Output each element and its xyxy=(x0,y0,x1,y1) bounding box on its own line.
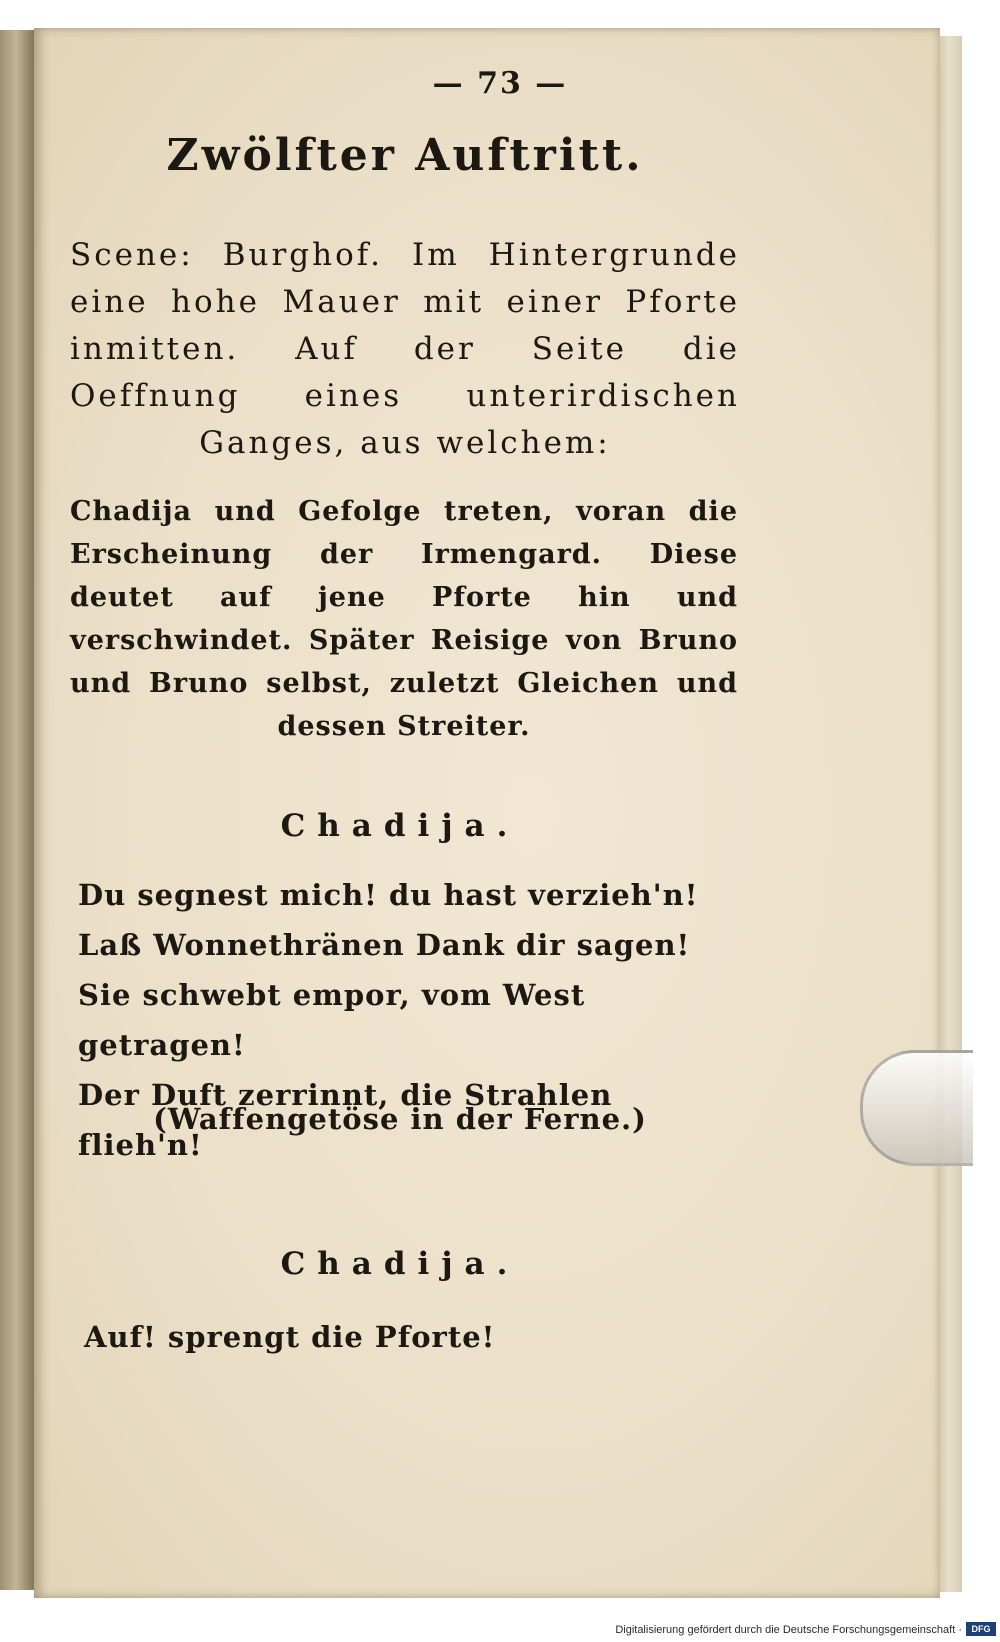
verse-line: Sie schwebt empor, vom West getragen! xyxy=(78,978,586,1062)
speaker-name: Chadija. xyxy=(280,808,520,844)
verse-line: Laß Wonnethränen Dank dir sagen! xyxy=(78,928,691,962)
stage-aside: (Waffengetöse in der Ferne.) xyxy=(153,1102,647,1136)
scene-title: Zwölfter Auftritt. xyxy=(166,130,644,181)
verse-line: Der Duft zerrinnt, die Strahlen flieh'n! xyxy=(78,1078,613,1162)
page-number: — 73 — xyxy=(432,66,568,101)
verse-line: Du segnest mich! du hast verzieh'n! xyxy=(78,878,699,912)
page-clip xyxy=(860,1050,973,1166)
scene-description: Scene: Burghof. Im Hintergrunde eine hohe Mauer mit einer Pforte inmitten. Auf der Seite die Oeffnung eines unterirdischen Ganges, aus welchem: xyxy=(70,237,740,461)
digitization-credit: Digitalisierung gefördert durch die Deutsche Forschungsgemeinschaft · xyxy=(615,1624,962,1636)
stage-direction: Chadija und Gefolge treten, voran die Erscheinung der Irmengard. Diese deutet auf jene Pforte hin und verschwindet. Später Reisige von Bruno und Bruno selbst, zuletzt Gleichen und dessen Streiter. xyxy=(70,496,738,742)
speaker-name: Chadija. xyxy=(280,1246,520,1282)
dialogue-line: Auf! sprengt die Pforte! xyxy=(84,1320,496,1354)
dfg-logo: DFG xyxy=(966,1622,996,1636)
